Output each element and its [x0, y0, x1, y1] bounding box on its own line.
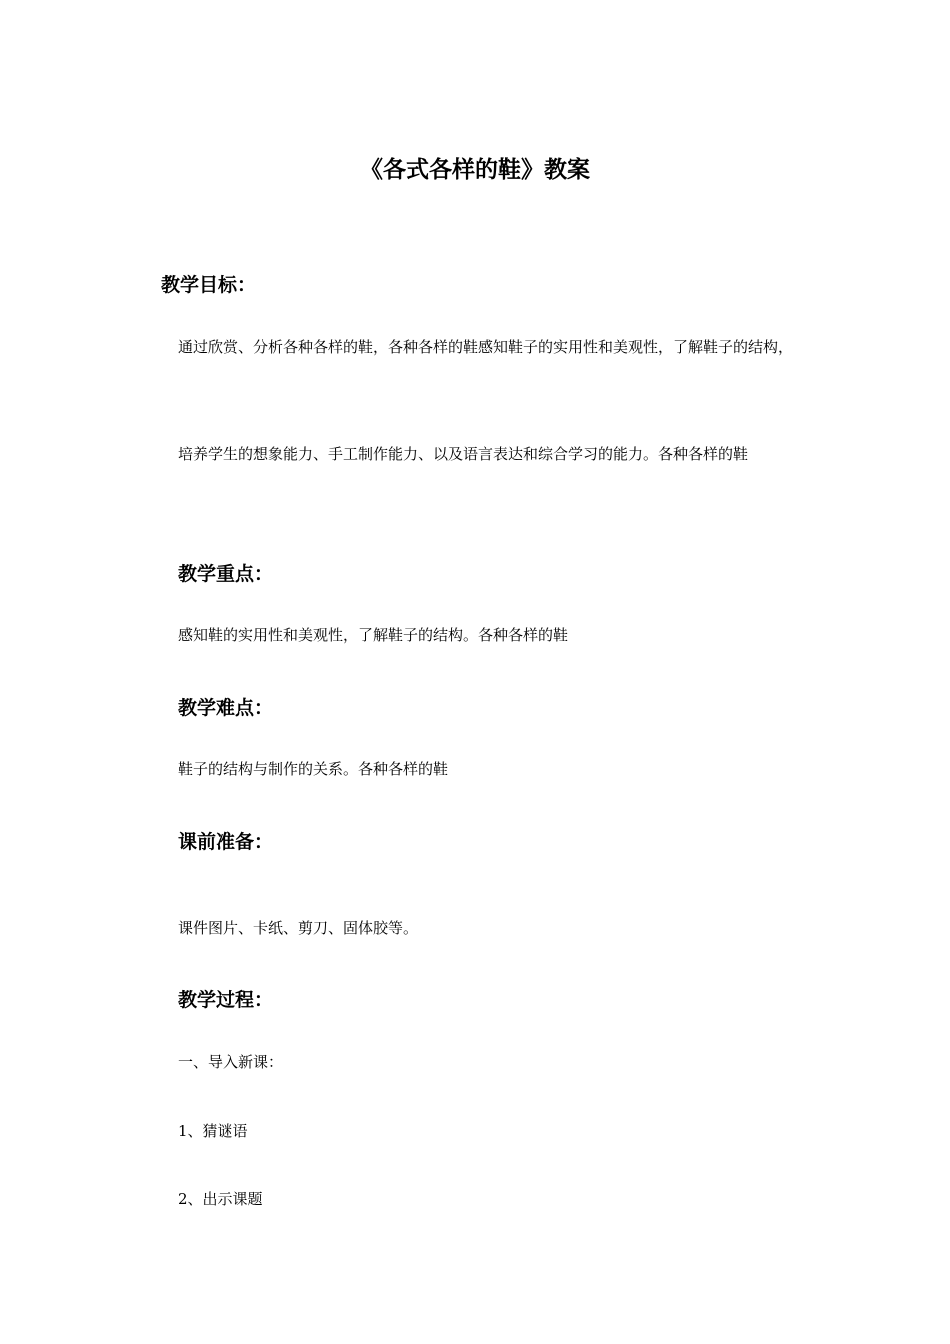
document-title: 《各式各样的鞋》教案: [360, 157, 590, 183]
process-item-1: 一、导入新课：: [178, 1053, 284, 1071]
heading-teaching-process: 教学过程：: [178, 989, 274, 1011]
goals-paragraph-1: 通过欣赏、分析各种各样的鞋，各种各样的鞋感知鞋子的实用性和美观性，了解鞋子的结构，: [178, 338, 794, 356]
heading-key-points: 教学重点：: [178, 563, 274, 585]
goals-paragraph-2: 培养学生的想象能力、手工制作能力、以及语言表达和综合学习的能力。各种各样的鞋: [178, 445, 749, 463]
heading-difficulties: 教学难点：: [178, 697, 274, 719]
heading-teaching-goals: 教学目标：: [161, 274, 257, 296]
process-item-2: 1、猜谜语: [178, 1122, 248, 1140]
process-item-3: 2、出示课题: [178, 1190, 263, 1208]
key-points-text: 感知鞋的实用性和美观性，了解鞋子的结构。各种各样的鞋: [178, 626, 569, 644]
heading-preparation: 课前准备：: [178, 831, 274, 853]
difficulties-text: 鞋子的结构与制作的关系。各种各样的鞋: [178, 760, 449, 778]
preparation-text: 课件图片、卡纸、剪刀、固体胶等。: [178, 919, 419, 937]
